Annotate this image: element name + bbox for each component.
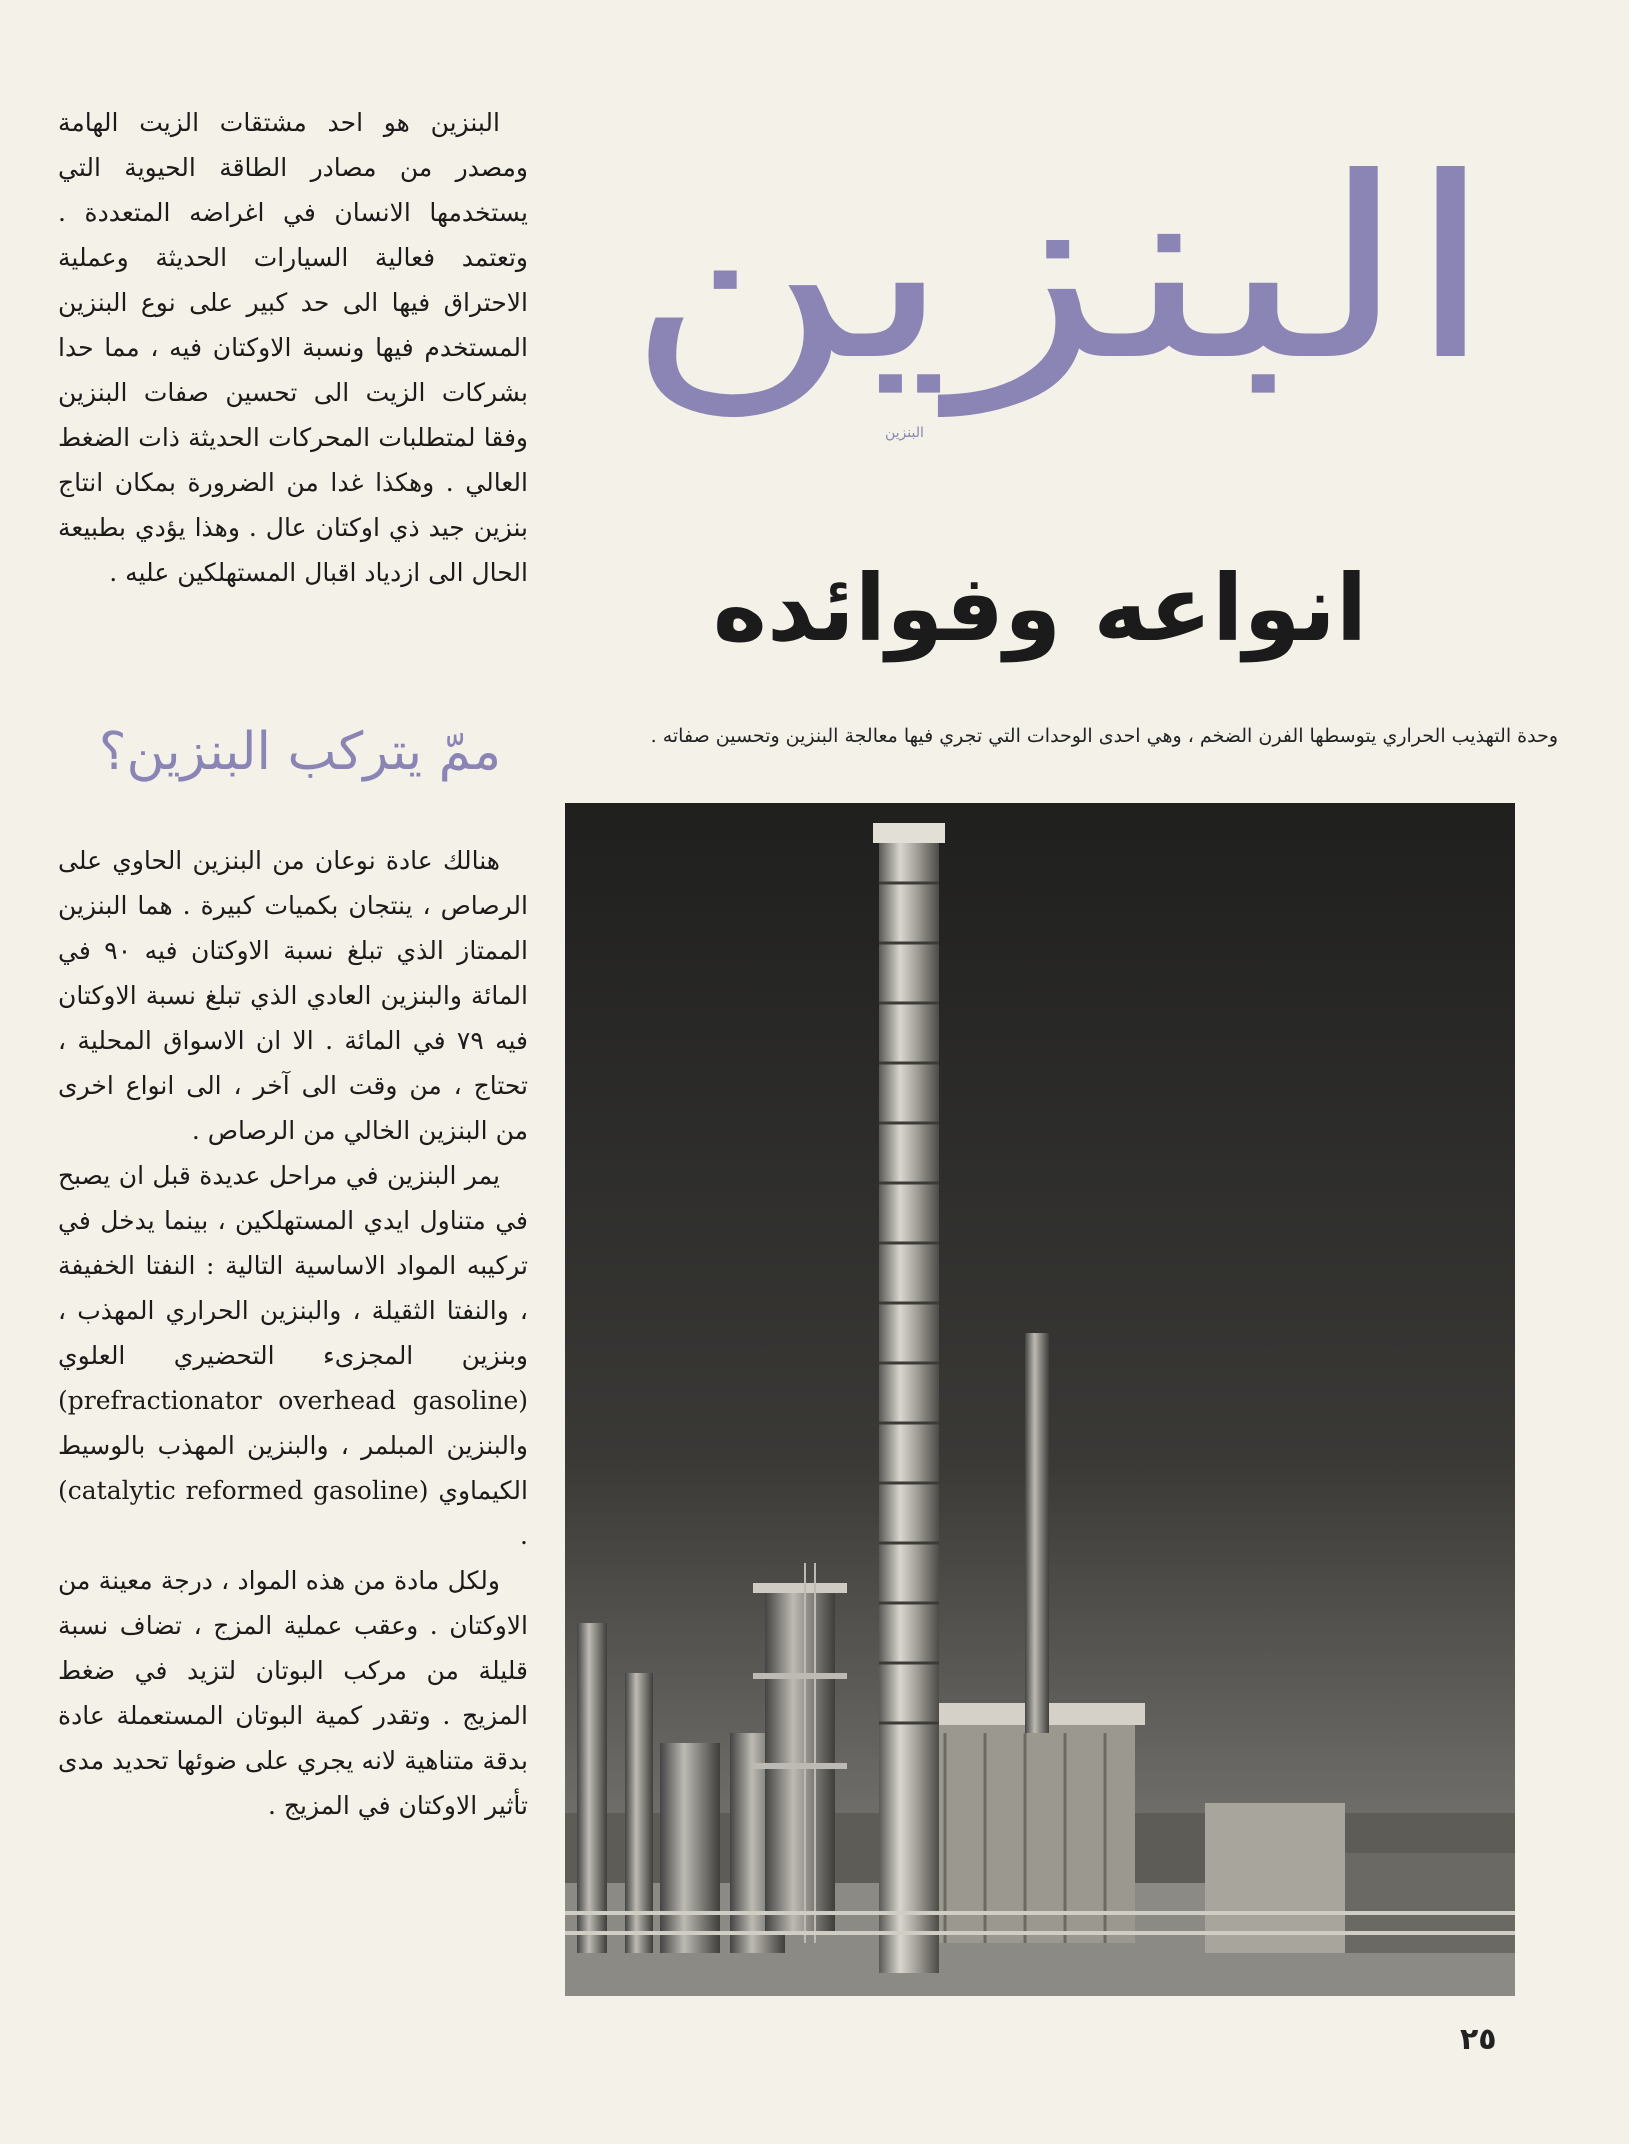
body-paragraph-1: هنالك عادة نوعان من البنزين الحاوي على الرصاص ، ينتجان بكميات كبيرة . هما البنزين الممتاز الذي تبلغ نسبة الاوكتان فيه ٩٠ في المائة والبنزين العادي الذي تبلغ نسبة الاوكتان فيه ٧٩ في المائة . الا ان الاسواق المحلية ، تحتاج ، من وقت الى آخر ، الى انواع اخرى من البنزين الخالي من الرصاص . [58,846,528,1145]
photo-caption: وحدة التهذيب الحراري يتوسطها الفرن الضخم ، وهي احدى الوحدات التي تجري فيها معالجة البنزين وتحسين صفاته . [650,725,1558,747]
latin-term-prefractionator: (prefractionator overhead gasoline) [58,1386,528,1415]
refinery-photo [565,803,1515,1996]
body-paragraph-2-part-c: . [520,1521,528,1550]
intro-paragraph: البنزين هو احد مشتقات الزيت الهامة ومصدر من مصادر الطاقة الحيوية التي يستخدمها الانسان في اغراضه المتعددة . وتعتمد فعالية السيارات الحديثة وعملية الاحتراق فيها الى حد كبير على نوع البنزين المستخدم فيها ونسبة الاوكتان فيه ، مما حدا بشركات الزيت الى تحسين صفات البنزين وفقا لمتطلبات المحركات الحديثة ذات الضغط العالي . وهكذا غدا من الضرورة بمكان انتاج بنزين جيد ذي اوكتان عال . وهذا يؤدي بطبيعة الحال الى ازدياد اقبال المستهلكين عليه . [58,108,528,587]
body-paragraph-3: ولكل مادة من هذه المواد ، درجة معينة من الاوكتان . وعقب عملية المزج ، تضاف نسبة قليلة من مركب البوتان لتزيد في ضغط المزيج . وتقدر كمية البوتان المستعملة عادة بدقة متناهية لانه يجري على ضوئها تحديد مدى تأثير الاوكتان في المزيج . [58,1566,528,1820]
body-paragraph-2-part-a: يمر البنزين في مراحل عديدة قبل ان يصبح في متناول ايدي المستهلكين ، بينما يدخل في تركيبه المواد الاساسية التالية : النفتا الخفيفة ، والنفتا الثقيلة ، والبنزين الحراري المهذب ، وبنزين المجزىء التحضيري العلوي [58,1161,528,1370]
page-title: البنزين [626,124,1494,415]
intro-column [58,100,528,595]
latin-term-catalytic: (catalytic reformed gasoline) [58,1476,429,1505]
title-stamp: البنزين [885,425,924,441]
body-paragraph-2 [58,1153,528,1558]
page-number: ٢٥ [1460,2022,1497,2057]
page-subtitle: انواعه وفوائده [712,555,1368,662]
body-column [58,838,528,1828]
section-heading: ممّ يتركب البنزين؟ [98,722,502,782]
body-paragraph-2-part-b: والبنزين المبلمر ، والبنزين المهذب بالوسيط الكيماوي [58,1431,528,1505]
